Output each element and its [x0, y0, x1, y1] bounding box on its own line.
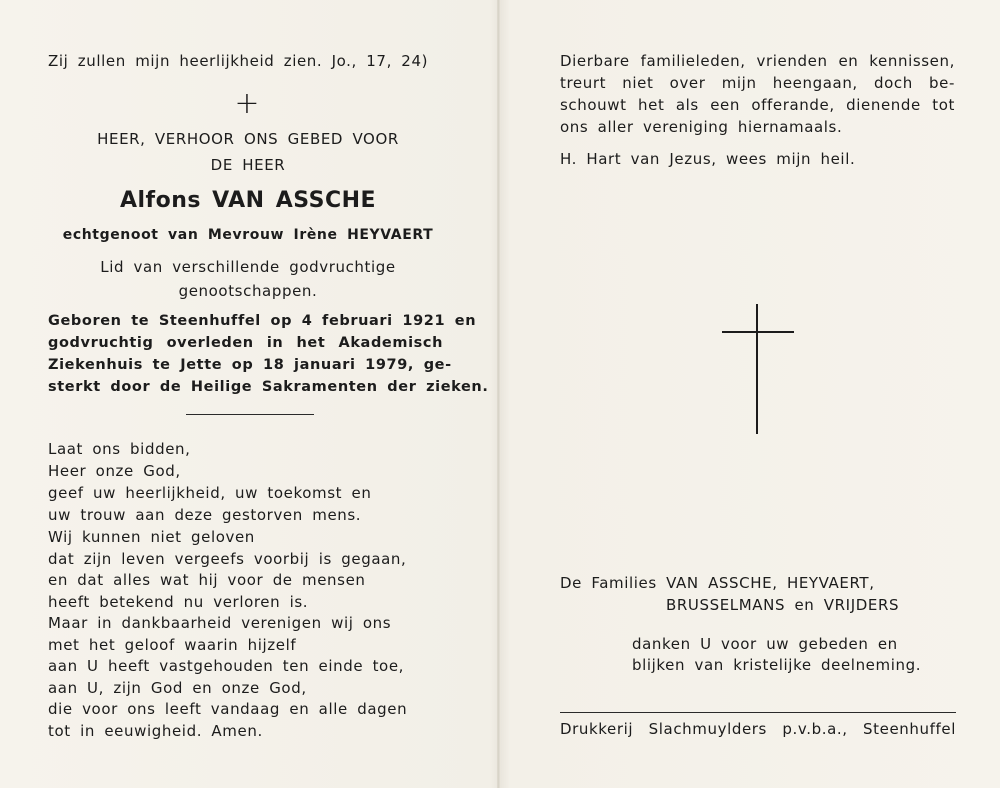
deceased-name: Alfons VAN ASSCHE — [119, 188, 377, 213]
invocation: H. Hart van Jezus, wees mijn heil. — [560, 150, 856, 168]
prayer-line-13: die voor ons leeft vandaag en alle dagen — [48, 700, 408, 718]
right-panel — [500, 0, 1000, 788]
bible-quote: Zij zullen mijn heerlijkheid zien. Jo., 17, 24) — [48, 52, 429, 70]
prayer-line-7: en dat alles wat hij voor de mensen — [48, 571, 366, 589]
printer-rule — [560, 712, 956, 713]
message-line-4: ons aller vereniging hiernamaals. — [560, 118, 843, 136]
families-line-2: BRUSSELMANS en VRIJDERS — [666, 596, 900, 614]
message-line-2: treurt niet over mijn heengaan, doch be- — [560, 74, 955, 92]
prayer-line-8: heeft betekend nu verloren is. — [48, 593, 309, 611]
prayer-line-9: Maar in dankbaarheid verenigen wij ons — [48, 614, 392, 632]
prayer-line-14: tot in eeuwigheid. Amen. — [48, 722, 263, 740]
spouse-line: echtgenoot van Mevrouw Irène HEYVAERT — [62, 227, 434, 243]
prayer-line-12: aan U, zijn God en onze God, — [48, 679, 307, 697]
bio-line-2: godvruchtig overleden in het Akademisch — [48, 335, 443, 351]
membership-line-1: Lid van verschillende godvruchtige — [100, 258, 396, 276]
prayer-line-1: Laat ons bidden, — [48, 440, 191, 458]
thanks-line-1: danken U voor uw gebeden en — [632, 635, 898, 653]
cross-symbol: + — [234, 86, 260, 121]
bio-line-4: sterkt door de Heilige Sakramenten der zieken. — [48, 379, 489, 395]
prayer-line-4: uw trouw aan deze gestorven mens. — [48, 506, 362, 524]
printer-line: Drukkerij Slachmuylders p.v.b.a., Steenhuffel — [560, 720, 956, 738]
message-line-1: Dierbare familieleden, vrienden en kennissen, — [560, 52, 955, 70]
membership-line-2: genootschappen. — [178, 282, 318, 300]
divider — [186, 414, 314, 415]
prayer-line-3: geef uw heerlijkheid, uw toekomst en — [48, 484, 372, 502]
prayer-heading-line-2: DE HEER — [210, 156, 286, 174]
prayer-line-10: met het geloof waarin hijzelf — [48, 636, 297, 654]
thanks-line-2: blijken van kristelijke deelneming. — [632, 656, 922, 674]
prayer-line-2: Heer onze God, — [48, 462, 181, 480]
bio-line-3: Ziekenhuis te Jette op 18 januari 1979, ge- — [48, 357, 452, 373]
prayer-line-5: Wij kunnen niet geloven — [48, 528, 255, 546]
left-panel — [0, 0, 497, 788]
prayer-line-6: dat zijn leven vergeefs voorbij is gegaan, — [48, 550, 407, 568]
prayer-line-11: aan U heeft vastgehouden ten einde toe, — [48, 657, 405, 675]
families-line-1: De Families VAN ASSCHE, HEYVAERT, — [560, 574, 875, 592]
bio-line-1: Geboren te Steenhuffel op 4 februari 1921 en — [48, 313, 477, 329]
prayer-heading-line-1: HEER, VERHOOR ONS GEBED VOOR — [97, 130, 399, 148]
message-line-3: schouwt het als een offerande, dienende tot — [560, 96, 955, 114]
